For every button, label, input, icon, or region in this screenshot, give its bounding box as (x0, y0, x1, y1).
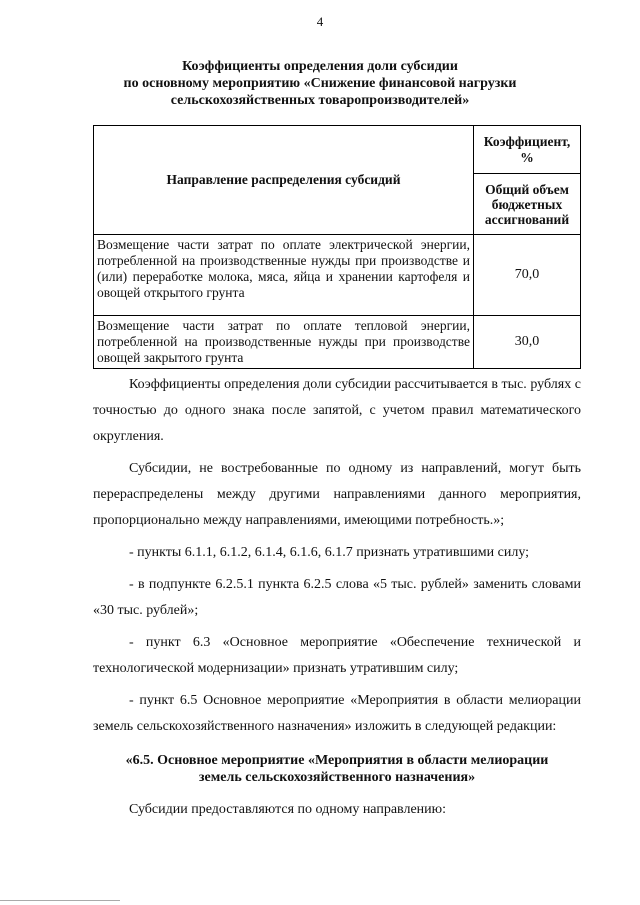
paragraph: - пункт 6.5 Основное мероприятие «Мероприятия в области мелиорации земель сельскохозяйственного назначения» изложить в следующей редакции: (93, 693, 581, 734)
paragraph: Коэффициенты определения доли субсидии рассчитывается в тыс. рублях с точностью до одного знака после запятой, с учетом правил математического округления. (93, 377, 581, 444)
title-line-3: сельскохозяйственных товаропроизводителей» (170, 93, 470, 108)
section-heading-line-2: земель сельскохозяйственного назначения» (198, 770, 476, 785)
paragraph: - пункт 6.3 «Основное мероприятие «Обеспечение технической и технологической модернизации» признать утратившим силу; (93, 635, 581, 676)
title-line-1: Коэффициенты определения доли субсидии (182, 59, 458, 74)
coefficient-table (93, 125, 581, 369)
header-direction: Направление распределения субсидий (94, 126, 474, 235)
section-heading-line-1: «6.5. Основное мероприятие «Мероприятия в области мелиорации (125, 753, 549, 768)
title-line-2: по основному мероприятию «Снижение финансовой нагрузки (123, 76, 517, 91)
row-direction: Возмещение части затрат по оплате тепловой энергии, потребленной на производственные нужды при производстве овощей закрытого грунта (94, 316, 474, 369)
header-total-budget: Общий объем бюджетных ассигнований (474, 174, 581, 235)
scan-edge-line (0, 900, 120, 901)
body-text (93, 372, 581, 746)
paragraph: - в подпункте 6.2.5.1 пункта 6.2.5 слова «5 тыс. рублей» заменить словами «30 тыс. рублей»; (93, 577, 581, 618)
section-heading (93, 752, 581, 786)
table-row (94, 235, 581, 316)
table-row (94, 316, 581, 369)
page-number: 4 (316, 14, 324, 29)
header-coefficient: Коэффициент, % (474, 126, 581, 174)
row-value: 30,0 (474, 316, 581, 369)
row-direction: Возмещение части затрат по оплате электрической энергии, потребленной на производственные нужды при производстве и (или) переработке молока, мяса, яйца и хранении картофеля и овощей открытого грунта (94, 235, 474, 316)
row-value: 70,0 (474, 235, 581, 316)
paragraph: - пункты 6.1.1, 6.1.2, 6.1.4, 6.1.6, 6.1.7 признать утратившими силу; (129, 545, 530, 560)
last-paragraph: Субсидии предоставляются по одному направлению: (129, 802, 447, 817)
paragraph: Субсидии, не востребованные по одному из направлений, могут быть перераспределены между другими направлениями данного мероприятия, пропорционально между направлениями, имеющими потребность.»; (93, 461, 581, 528)
document-title (0, 58, 640, 109)
